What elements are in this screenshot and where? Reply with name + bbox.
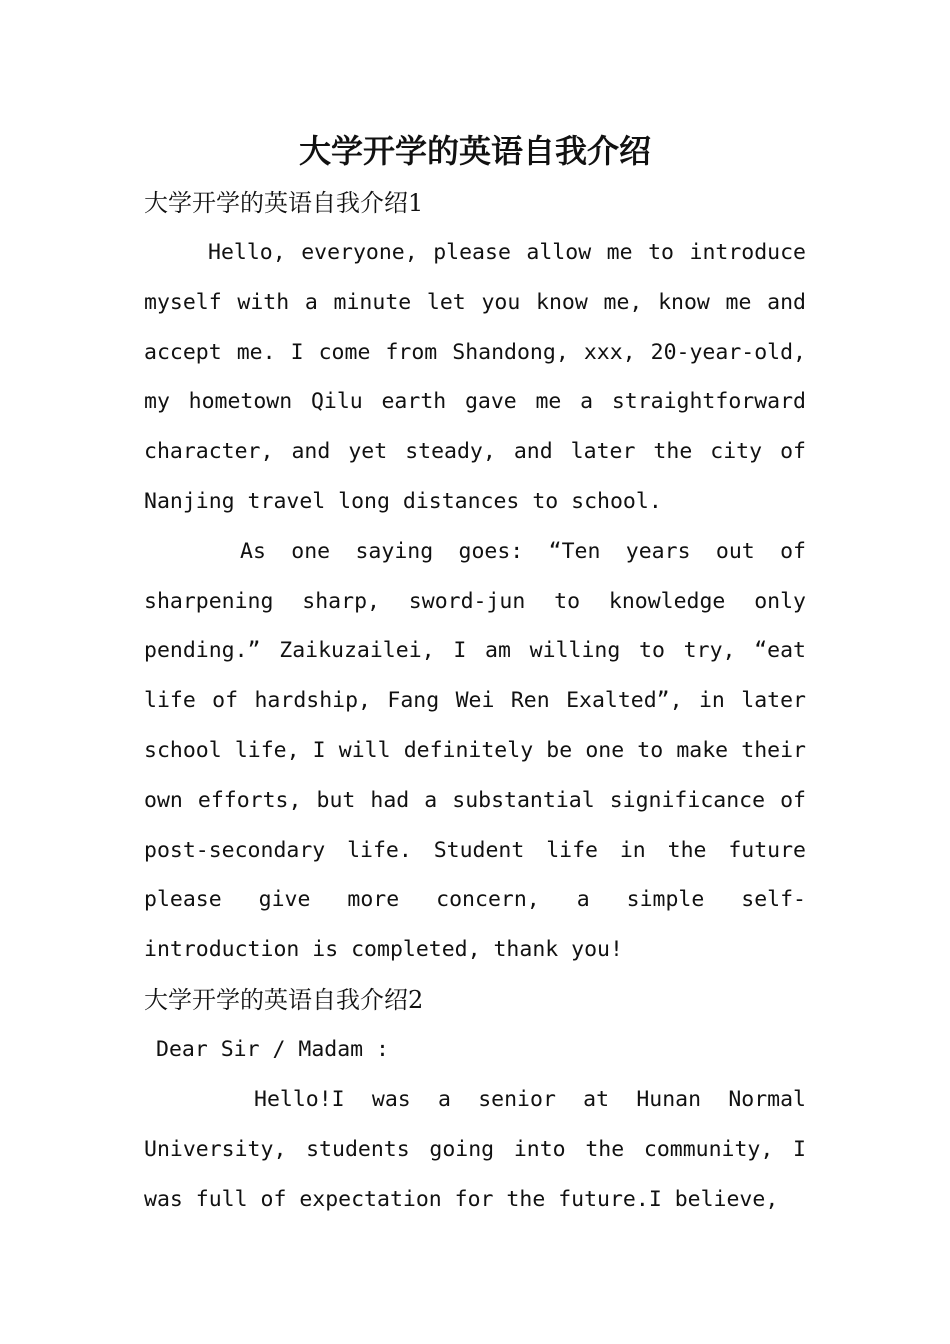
- section-heading-1: 大学开学的英语自我介绍1: [144, 189, 424, 217]
- paragraph-2: As one saying goes: “Ten years out of sharpening sharp, sword-jun to knowledge only pending.” Zaikuzailei, I am willing to try, “eat life of hardship, Fang Wei Ren Exalted”, in later school life, I will definitely be one to make their own efforts, but had a substantial significance of post-secondary life. Student life in the future please give more concern, a simple self-introduction is completed, thank you!: [144, 538, 806, 963]
- paragraph-1: Hello, everyone, please allow me to introduce myself with a minute let you know me, know me and accept me. I come from Shandong, xxx, 20-year-old, my hometown Qilu earth gave me a straightforward character, and yet steady, and later the city of Nanjing travel long distances to school.: [144, 240, 806, 514]
- section-heading-2: 大学开学的英语自我介绍2: [144, 985, 424, 1014]
- paragraph-3: Hello!I was a senior at Hunan Normal University, students going into the community, I was full of expectation for the future.I believe,: [144, 1086, 806, 1212]
- document-body: [144, 178, 806, 1224]
- salutation: Dear Sir / Madam :: [156, 1036, 389, 1062]
- document-title: 大学开学的英语自我介绍: [298, 132, 651, 170]
